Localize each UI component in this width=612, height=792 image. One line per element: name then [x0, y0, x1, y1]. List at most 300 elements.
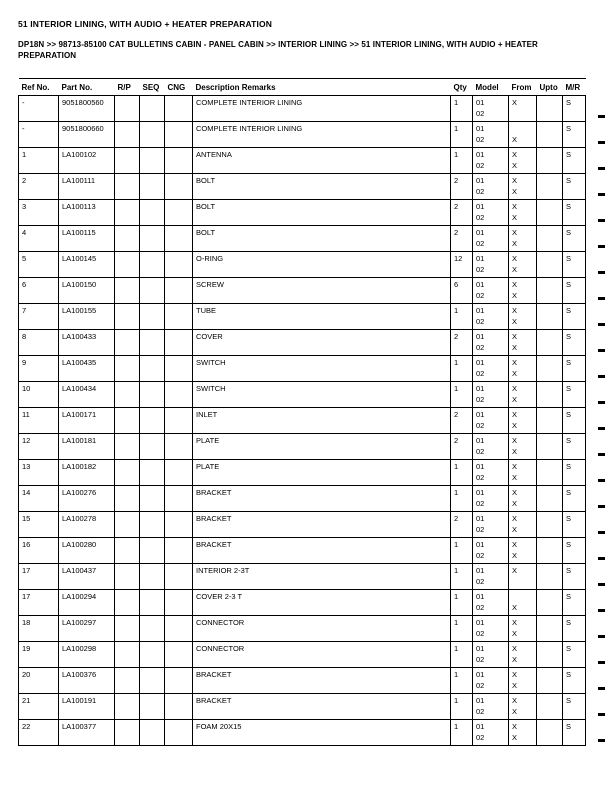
cell-cng [165, 486, 193, 512]
page-edge-mark [598, 349, 605, 352]
parts-table-header [19, 79, 586, 96]
cell-ref-no: 21 [19, 694, 59, 720]
cell-seq [140, 616, 165, 642]
page-title: 51 INTERIOR LINING, WITH AUDIO + HEATER PREPARATION [18, 19, 273, 29]
cell-from: X [509, 122, 537, 148]
cell-cng [165, 96, 193, 122]
cell-description: PLATE [193, 460, 451, 486]
cell-from: X X [509, 200, 537, 226]
cell-mr: S [563, 460, 586, 486]
col-header-rp: R/P [115, 79, 140, 96]
cell-upto [537, 668, 563, 694]
table-row [19, 304, 586, 330]
cell-cng [165, 616, 193, 642]
cell-description: O-RING [193, 252, 451, 278]
col-header-seq: SEQ [140, 79, 165, 96]
cell-ref-no: 2 [19, 174, 59, 200]
cell-mr: S [563, 304, 586, 330]
cell-upto [537, 538, 563, 564]
cell-seq [140, 538, 165, 564]
cell-rp [115, 642, 140, 668]
cell-qty: 2 [451, 174, 473, 200]
cell-rp [115, 538, 140, 564]
cell-part-no: LA100294 [59, 590, 115, 616]
cell-model: 01 02 [473, 382, 509, 408]
cell-qty: 1 [451, 538, 473, 564]
cell-description: BOLT [193, 226, 451, 252]
cell-ref-no: 19 [19, 642, 59, 668]
cell-from: X X [509, 174, 537, 200]
cell-upto [537, 434, 563, 460]
cell-upto [537, 200, 563, 226]
cell-part-no: LA100437 [59, 564, 115, 590]
cell-cng [165, 460, 193, 486]
cell-part-no: LA100376 [59, 668, 115, 694]
cell-model: 01 02 [473, 720, 509, 746]
cell-part-no: LA100434 [59, 382, 115, 408]
cell-upto [537, 304, 563, 330]
col-header-model: Model [473, 79, 509, 96]
cell-qty: 2 [451, 330, 473, 356]
cell-cng [165, 122, 193, 148]
cell-description: COVER 2-3 T [193, 590, 451, 616]
table-row [19, 642, 586, 668]
cell-qty: 1 [451, 382, 473, 408]
cell-description: CONNECTOR [193, 642, 451, 668]
cell-from: X X [509, 356, 537, 382]
page-edge-mark [598, 479, 605, 482]
cell-qty: 2 [451, 408, 473, 434]
cell-part-no: 9051800560 [59, 96, 115, 122]
cell-seq [140, 590, 165, 616]
cell-seq [140, 304, 165, 330]
cell-cng [165, 356, 193, 382]
cell-qty: 12 [451, 252, 473, 278]
cell-model: 01 02 [473, 512, 509, 538]
cell-model: 01 02 [473, 226, 509, 252]
cell-upto [537, 148, 563, 174]
page-edge-mark [598, 661, 605, 664]
cell-model: 01 02 [473, 408, 509, 434]
table-row [19, 148, 586, 174]
cell-upto [537, 356, 563, 382]
cell-model: 01 02 [473, 668, 509, 694]
cell-from: X X [509, 382, 537, 408]
cell-qty: 6 [451, 278, 473, 304]
cell-model: 01 02 [473, 538, 509, 564]
cell-seq [140, 486, 165, 512]
cell-seq [140, 96, 165, 122]
cell-part-no: 9051800660 [59, 122, 115, 148]
table-row [19, 460, 586, 486]
cell-seq [140, 226, 165, 252]
cell-seq [140, 278, 165, 304]
cell-description: BRACKET [193, 486, 451, 512]
cell-mr: S [563, 226, 586, 252]
cell-seq [140, 694, 165, 720]
cell-ref-no: 8 [19, 330, 59, 356]
cell-upto [537, 278, 563, 304]
cell-rp [115, 278, 140, 304]
cell-ref-no: 3 [19, 200, 59, 226]
cell-ref-no: - [19, 96, 59, 122]
cell-part-no: LA100113 [59, 200, 115, 226]
cell-cng [165, 252, 193, 278]
cell-seq [140, 460, 165, 486]
cell-qty: 2 [451, 434, 473, 460]
cell-cng [165, 434, 193, 460]
cell-part-no: LA100276 [59, 486, 115, 512]
cell-upto [537, 382, 563, 408]
cell-qty: 1 [451, 720, 473, 746]
cell-qty: 1 [451, 668, 473, 694]
breadcrumb: DP18N >> 98713-85100 CAT BULLETINS CABIN - PANEL CABIN >> INTERIOR LINING >> 51 INTERIOR LINING, WITH AUDIO + HEATER PREPARATION [18, 40, 538, 60]
cell-rp [115, 226, 140, 252]
cell-mr: S [563, 174, 586, 200]
cell-rp [115, 486, 140, 512]
cell-upto [537, 616, 563, 642]
cell-rp [115, 200, 140, 226]
cell-upto [537, 564, 563, 590]
cell-description: COVER [193, 330, 451, 356]
cell-qty: 2 [451, 512, 473, 538]
cell-part-no: LA100433 [59, 330, 115, 356]
cell-seq [140, 252, 165, 278]
cell-seq [140, 174, 165, 200]
cell-ref-no: 22 [19, 720, 59, 746]
cell-mr: S [563, 382, 586, 408]
cell-upto [537, 590, 563, 616]
cell-from: X X [509, 304, 537, 330]
cell-ref-no: 16 [19, 538, 59, 564]
col-header-cng: CNG [165, 79, 193, 96]
cell-ref-no: - [19, 122, 59, 148]
cell-cng [165, 408, 193, 434]
cell-from: X X [509, 616, 537, 642]
cell-model: 01 02 [473, 96, 509, 122]
cell-part-no: LA100150 [59, 278, 115, 304]
cell-mr: S [563, 720, 586, 746]
cell-upto [537, 720, 563, 746]
cell-from: X [509, 564, 537, 590]
cell-qty: 1 [451, 694, 473, 720]
cell-rp [115, 122, 140, 148]
table-row [19, 538, 586, 564]
cell-ref-no: 4 [19, 226, 59, 252]
table-row [19, 200, 586, 226]
table-row [19, 434, 586, 460]
cell-part-no: LA100171 [59, 408, 115, 434]
cell-upto [537, 512, 563, 538]
cell-qty: 1 [451, 460, 473, 486]
cell-rp [115, 668, 140, 694]
cell-ref-no: 20 [19, 668, 59, 694]
cell-part-no: LA100181 [59, 434, 115, 460]
cell-model: 01 02 [473, 304, 509, 330]
cell-upto [537, 226, 563, 252]
cell-mr: S [563, 278, 586, 304]
page-edge-mark [598, 583, 605, 586]
cell-upto [537, 252, 563, 278]
cell-ref-no: 12 [19, 434, 59, 460]
cell-from: X X [509, 434, 537, 460]
page-edge-mark [598, 167, 605, 170]
cell-from: X X [509, 330, 537, 356]
cell-description: BRACKET [193, 694, 451, 720]
cell-from: X X [509, 252, 537, 278]
cell-mr: S [563, 668, 586, 694]
cell-part-no: LA100145 [59, 252, 115, 278]
cell-part-no: LA100298 [59, 642, 115, 668]
table-row [19, 486, 586, 512]
cell-mr: S [563, 616, 586, 642]
cell-upto [537, 96, 563, 122]
cell-seq [140, 330, 165, 356]
cell-rp [115, 720, 140, 746]
cell-model: 01 02 [473, 330, 509, 356]
table-row [19, 590, 586, 616]
cell-seq [140, 668, 165, 694]
cell-from: X X [509, 408, 537, 434]
cell-qty: 1 [451, 148, 473, 174]
page-edge-mark [598, 375, 605, 378]
cell-part-no: LA100111 [59, 174, 115, 200]
cell-mr: S [563, 408, 586, 434]
cell-ref-no: 5 [19, 252, 59, 278]
cell-cng [165, 564, 193, 590]
cell-ref-no: 15 [19, 512, 59, 538]
cell-mr: S [563, 96, 586, 122]
cell-ref-no: 14 [19, 486, 59, 512]
table-row [19, 668, 586, 694]
cell-cng [165, 382, 193, 408]
cell-description: SWITCH [193, 382, 451, 408]
page-edge-mark [598, 271, 605, 274]
cell-cng [165, 304, 193, 330]
page-edge-mark [598, 635, 605, 638]
cell-from: X X [509, 278, 537, 304]
cell-seq [140, 356, 165, 382]
cell-qty: 1 [451, 642, 473, 668]
cell-rp [115, 148, 140, 174]
col-header-ref-no: Ref No. [19, 79, 59, 96]
table-row [19, 512, 586, 538]
cell-model: 01 02 [473, 174, 509, 200]
table-row [19, 382, 586, 408]
cell-qty: 1 [451, 616, 473, 642]
cell-ref-no: 17 [19, 590, 59, 616]
table-row [19, 330, 586, 356]
cell-mr: S [563, 122, 586, 148]
cell-mr: S [563, 512, 586, 538]
cell-cng [165, 200, 193, 226]
cell-rp [115, 616, 140, 642]
cell-rp [115, 590, 140, 616]
table-row [19, 278, 586, 304]
cell-from: X [509, 590, 537, 616]
cell-ref-no: 11 [19, 408, 59, 434]
cell-cng [165, 226, 193, 252]
page-edge-mark [598, 505, 605, 508]
cell-mr: S [563, 330, 586, 356]
cell-mr: S [563, 252, 586, 278]
cell-cng [165, 590, 193, 616]
cell-qty: 1 [451, 564, 473, 590]
cell-description: BRACKET [193, 538, 451, 564]
cell-upto [537, 642, 563, 668]
page-edge-mark [598, 557, 605, 560]
page-edge-mark [598, 193, 605, 196]
cell-description: SWITCH [193, 356, 451, 382]
cell-from: X X [509, 642, 537, 668]
page-edge-mark [598, 323, 605, 326]
cell-upto [537, 122, 563, 148]
cell-description: FOAM 20X15 [193, 720, 451, 746]
cell-ref-no: 6 [19, 278, 59, 304]
cell-model: 01 02 [473, 694, 509, 720]
page-edge-mark [598, 713, 605, 716]
cell-seq [140, 122, 165, 148]
cell-cng [165, 330, 193, 356]
cell-rp [115, 694, 140, 720]
cell-from: X X [509, 720, 537, 746]
cell-description: COMPLETE INTERIOR LINING [193, 122, 451, 148]
cell-seq [140, 200, 165, 226]
cell-from: X X [509, 538, 537, 564]
cell-model: 01 02 [473, 278, 509, 304]
cell-from: X X [509, 226, 537, 252]
cell-seq [140, 382, 165, 408]
cell-from: X X [509, 668, 537, 694]
page-edge-mark [598, 401, 605, 404]
parts-table-body [19, 96, 586, 746]
cell-seq [140, 564, 165, 590]
cell-qty: 2 [451, 226, 473, 252]
cell-description: COMPLETE INTERIOR LINING [193, 96, 451, 122]
table-row [19, 122, 586, 148]
cell-description: CONNECTOR [193, 616, 451, 642]
cell-seq [140, 148, 165, 174]
cell-upto [537, 460, 563, 486]
page-edge-mark [598, 453, 605, 456]
cell-ref-no: 10 [19, 382, 59, 408]
cell-mr: S [563, 694, 586, 720]
cell-part-no: LA100435 [59, 356, 115, 382]
cell-model: 01 02 [473, 148, 509, 174]
cell-rp [115, 408, 140, 434]
table-row [19, 408, 586, 434]
cell-description: SCREW [193, 278, 451, 304]
cell-rp [115, 460, 140, 486]
cell-ref-no: 9 [19, 356, 59, 382]
cell-upto [537, 174, 563, 200]
cell-mr: S [563, 486, 586, 512]
cell-part-no: LA100377 [59, 720, 115, 746]
cell-cng [165, 174, 193, 200]
cell-model: 01 02 [473, 486, 509, 512]
cell-seq [140, 642, 165, 668]
page-edge-mark [598, 219, 605, 222]
page-edge-mark [598, 427, 605, 430]
cell-rp [115, 512, 140, 538]
col-header-mr: M/R [563, 79, 586, 96]
cell-ref-no: 17 [19, 564, 59, 590]
cell-description: BRACKET [193, 512, 451, 538]
col-header-from: From [509, 79, 537, 96]
cell-from: X X [509, 512, 537, 538]
cell-cng [165, 278, 193, 304]
cell-rp [115, 564, 140, 590]
cell-part-no: LA100280 [59, 538, 115, 564]
cell-description: ANTENNA [193, 148, 451, 174]
cell-rp [115, 304, 140, 330]
cell-model: 01 02 [473, 564, 509, 590]
cell-part-no: LA100182 [59, 460, 115, 486]
cell-rp [115, 382, 140, 408]
cell-description: BOLT [193, 174, 451, 200]
page-edge-mark [598, 115, 605, 118]
cell-from: X X [509, 486, 537, 512]
table-row [19, 174, 586, 200]
cell-description: BOLT [193, 200, 451, 226]
cell-part-no: LA100191 [59, 694, 115, 720]
cell-qty: 1 [451, 486, 473, 512]
cell-model: 01 02 [473, 356, 509, 382]
cell-qty: 1 [451, 96, 473, 122]
table-row [19, 720, 586, 746]
cell-mr: S [563, 590, 586, 616]
cell-from: X X [509, 694, 537, 720]
cell-from: X X [509, 460, 537, 486]
cell-ref-no: 1 [19, 148, 59, 174]
cell-cng [165, 668, 193, 694]
table-row [19, 616, 586, 642]
cell-description: PLATE [193, 434, 451, 460]
page-edge-mark [598, 141, 605, 144]
col-header-part-no: Part No. [59, 79, 115, 96]
col-header-description: Description Remarks [193, 79, 451, 96]
cell-mr: S [563, 564, 586, 590]
cell-seq [140, 512, 165, 538]
cell-description: BRACKET [193, 668, 451, 694]
page-edge-mark [598, 609, 605, 612]
cell-part-no: LA100297 [59, 616, 115, 642]
cell-qty: 1 [451, 122, 473, 148]
cell-rp [115, 96, 140, 122]
cell-seq [140, 408, 165, 434]
cell-ref-no: 7 [19, 304, 59, 330]
page-edge-mark [598, 245, 605, 248]
cell-rp [115, 434, 140, 460]
cell-from: X [509, 96, 537, 122]
cell-upto [537, 408, 563, 434]
cell-mr: S [563, 642, 586, 668]
col-header-qty: Qty [451, 79, 473, 96]
cell-rp [115, 356, 140, 382]
cell-mr: S [563, 148, 586, 174]
cell-cng [165, 720, 193, 746]
cell-mr: S [563, 538, 586, 564]
table-row [19, 694, 586, 720]
header-row [19, 79, 586, 96]
table-row [19, 96, 586, 122]
page-edge-mark [598, 687, 605, 690]
cell-upto [537, 486, 563, 512]
cell-model: 01 02 [473, 252, 509, 278]
cell-model: 01 02 [473, 616, 509, 642]
cell-description: INTERIOR 2-3T [193, 564, 451, 590]
col-header-upto: Upto [537, 79, 563, 96]
